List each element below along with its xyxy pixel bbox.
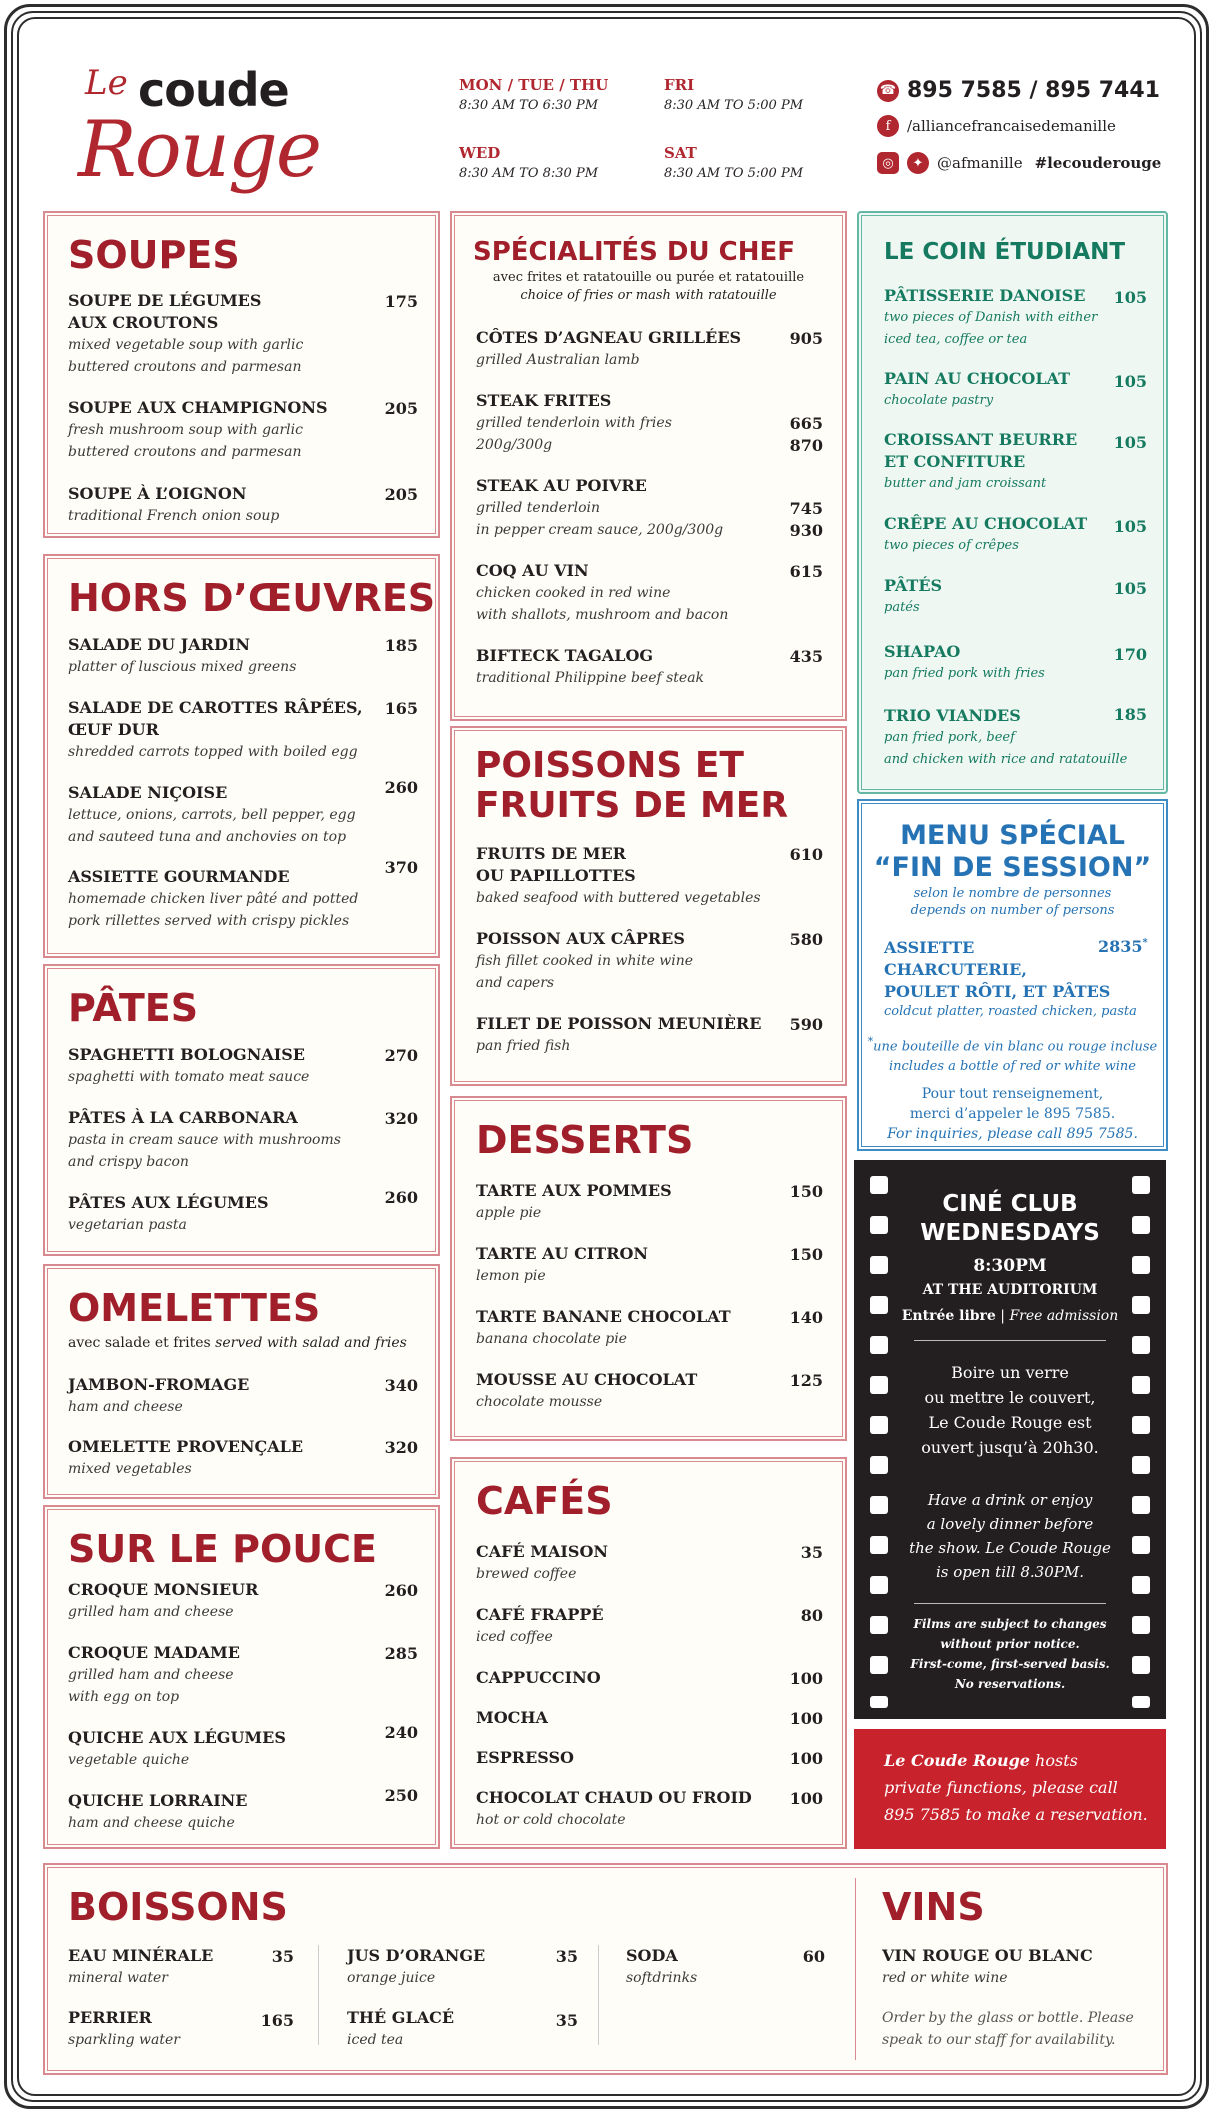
item-name: CRÊPE AU CHOCOLAT bbox=[884, 514, 1088, 533]
item-description: ham and cheese bbox=[68, 1399, 183, 1415]
menu-item bbox=[68, 1374, 249, 1418]
item-name: PERRIER bbox=[68, 2008, 152, 2027]
film-hole bbox=[870, 1216, 888, 1234]
item-name: PÂTES AUX LÉGUMES bbox=[68, 1193, 269, 1212]
item-name: PÂTÉS bbox=[884, 576, 943, 595]
cine-title: CINÉ CLUB WEDNESDAYS bbox=[920, 1191, 1100, 1246]
menu-item bbox=[68, 634, 296, 678]
item-name: VIN ROUGE OU BLANC bbox=[882, 1946, 1093, 1965]
menu-item bbox=[476, 1604, 604, 1648]
facebook-handle[interactable]: /alliancefrancaisedemanille bbox=[907, 117, 1116, 135]
item-price: 905 bbox=[789, 329, 823, 348]
menu-item bbox=[68, 1727, 286, 1771]
item-name: BIFTECK TAGALOG bbox=[476, 646, 654, 665]
special-item-name: ASSIETTE CHARCUTERIE, POULET RÔTI, ET PÂTES bbox=[884, 938, 1111, 1001]
cine-divider bbox=[914, 1603, 1106, 1604]
film-hole bbox=[1132, 1576, 1150, 1594]
item-description: and capers bbox=[476, 975, 555, 991]
menu-item bbox=[68, 397, 328, 463]
cine-admission: Entrée libre | Free admission bbox=[901, 1308, 1119, 1324]
item-price: 80 bbox=[800, 1606, 823, 1625]
special-title: MENU SPÉCIAL “FIN DE SESSION” bbox=[873, 820, 1152, 883]
film-hole bbox=[870, 1576, 888, 1594]
item-name: ASSIETTE GOURMANDE bbox=[68, 867, 290, 886]
item-description: with shallots, mushroom and bacon bbox=[476, 607, 729, 623]
menu-item bbox=[68, 483, 279, 527]
facebook-icon: f bbox=[877, 115, 899, 137]
hors-title: HORS D’ŒUVRES bbox=[68, 576, 436, 620]
film-hole bbox=[1132, 1536, 1150, 1554]
cine-french-text: Boire un verre ou mettre le couvert, Le Coude Rouge est ouvert jusqu’à 20h30. bbox=[921, 1363, 1099, 1457]
item-name: FRUITS DE MER bbox=[476, 844, 626, 863]
film-hole bbox=[870, 1496, 888, 1514]
film-hole bbox=[870, 1336, 888, 1354]
item-price: 170 bbox=[1113, 645, 1147, 664]
cine-notice: Films are subject to changes without prior notice. First-come, first-served basis. No reservations. bbox=[910, 1617, 1110, 1691]
item-description: pan fried fish bbox=[476, 1038, 571, 1054]
film-hole bbox=[1132, 1216, 1150, 1234]
film-hole bbox=[1132, 1416, 1150, 1434]
item-price: 205 bbox=[384, 485, 418, 504]
item-description: platter of luscious mixed greens bbox=[68, 659, 297, 675]
item-description: orange juice bbox=[347, 1970, 436, 1986]
film-hole bbox=[870, 1256, 888, 1274]
item-name: CROISSANT BEURRE bbox=[884, 430, 1078, 449]
special-info: Pour tout renseignement, merci d’appeler le 895 7585. For inquiries, please call 895 7585. bbox=[887, 1086, 1138, 1142]
hours-day: FRI bbox=[664, 76, 695, 94]
special-price: 2835* bbox=[1098, 937, 1148, 956]
item-description: two pieces of crêpes bbox=[884, 538, 1019, 553]
item-name: ŒUF DUR bbox=[68, 720, 159, 739]
item-name: JAMBON-FROMAGE bbox=[68, 1375, 250, 1394]
film-hole bbox=[870, 1656, 888, 1674]
menu-item bbox=[476, 475, 723, 541]
item-name: SALADE DU JARDIN bbox=[68, 635, 250, 654]
item-price: 105 bbox=[1113, 288, 1147, 307]
cafes-title: CAFÉS bbox=[476, 1479, 613, 1523]
item-name: OU PAPILLOTTES bbox=[476, 866, 636, 885]
item-name: CHOCOLAT CHAUD OU FROID bbox=[476, 1788, 752, 1807]
item-description: spaghetti with tomato meat sauce bbox=[68, 1069, 310, 1085]
item-price: 105 bbox=[1113, 579, 1147, 598]
item-name: SALADE DE CAROTTES RÂPÉES, bbox=[68, 698, 363, 717]
item-name: EAU MINÉRALE bbox=[68, 1946, 214, 1965]
hours-fri bbox=[664, 76, 803, 113]
item-name: JUS D’ORANGE bbox=[347, 1946, 486, 1965]
menu-item bbox=[476, 645, 704, 689]
item-price: 370 bbox=[384, 858, 418, 877]
item-price: 250 bbox=[384, 1786, 418, 1805]
item-name: SOUPE AUX CHAMPIGNONS bbox=[68, 398, 328, 417]
menu-item bbox=[68, 697, 363, 763]
item-description: patés bbox=[884, 600, 920, 615]
hours-mon-tue-thu bbox=[459, 76, 608, 113]
item-name: SODA bbox=[626, 1946, 678, 1965]
film-hole bbox=[1132, 1496, 1150, 1514]
item-price: 240 bbox=[384, 1723, 418, 1742]
item-description: lemon pie bbox=[476, 1268, 546, 1284]
social-handle[interactable]: @afmanille bbox=[937, 154, 1023, 172]
column-divider bbox=[318, 1945, 319, 2045]
chef-subtitle-en: choice of fries or mash with ratatouille bbox=[520, 288, 777, 303]
private-functions-text: Le Coude Rouge hosts private functions, please call 895 7585 to make a reservation. bbox=[884, 1751, 1148, 1824]
item-name: TARTE AUX POMMES bbox=[476, 1181, 672, 1200]
item-description: pan fried pork with fries bbox=[884, 666, 1045, 681]
item-description: homemade chicken liver pâté and potted bbox=[68, 891, 359, 907]
menu-item bbox=[476, 1306, 731, 1350]
item-description: fish fillet cooked in white wine bbox=[476, 953, 694, 969]
film-hole bbox=[870, 1296, 888, 1314]
film-hole bbox=[1132, 1296, 1150, 1314]
item-description: two pieces of Danish with either bbox=[884, 310, 1098, 325]
item-description: hot or cold chocolate bbox=[476, 1812, 626, 1828]
hours-time: 8:30 AM TO 5:00 PM bbox=[664, 166, 804, 181]
item-price: 205 bbox=[384, 399, 418, 418]
menu-item bbox=[884, 513, 1087, 557]
item-price: 260 bbox=[384, 1188, 418, 1207]
item-description: chocolate pastry bbox=[884, 393, 994, 408]
cine-divider bbox=[914, 1340, 1106, 1341]
item-description: mixed vegetables bbox=[68, 1461, 192, 1477]
soupes-title: SOUPES bbox=[68, 233, 240, 277]
phone-icon: ☎ bbox=[877, 80, 899, 102]
item-description: grilled ham and cheese bbox=[68, 1604, 234, 1620]
item-description: buttered croutons and parmesan bbox=[68, 359, 302, 375]
item-name: SPAGHETTI BOLOGNAISE bbox=[68, 1045, 305, 1064]
vins-divider bbox=[855, 1878, 856, 2060]
poissons-title: POISSONS ET FRUITS DE MER bbox=[475, 745, 789, 826]
item-price: 185 bbox=[1113, 705, 1147, 724]
item-description: lettuce, onions, carrots, bell pepper, egg bbox=[68, 807, 356, 823]
special-item-desc: coldcut platter, roasted chicken, pasta bbox=[884, 1004, 1137, 1019]
item-description: mineral water bbox=[68, 1970, 168, 1986]
item-description: mixed vegetable soup with garlic bbox=[68, 337, 304, 353]
twitter-icon: ✦ bbox=[907, 152, 929, 174]
menu-item bbox=[884, 429, 1077, 495]
item-name: TRIO VIANDES bbox=[884, 706, 1021, 725]
film-hole bbox=[870, 1376, 888, 1394]
item-price: 100 bbox=[789, 1669, 823, 1688]
item-description: vegetarian pasta bbox=[68, 1217, 187, 1233]
column-divider bbox=[598, 1945, 599, 2045]
chef-title: SPÉCIALITÉS DU CHEF bbox=[473, 237, 796, 267]
item-price: 165 bbox=[260, 2011, 294, 2030]
cine-club-panel bbox=[854, 1160, 1166, 1719]
item-price-alt: 930 bbox=[789, 521, 823, 540]
hours-day: MON / TUE / THU bbox=[459, 76, 609, 94]
hours-sat bbox=[664, 144, 803, 181]
item-price-alt: 870 bbox=[789, 436, 823, 455]
item-name: SALADE NIÇOISE bbox=[68, 783, 228, 802]
film-hole bbox=[870, 1176, 888, 1194]
film-hole bbox=[1132, 1696, 1150, 1708]
logo-rouge: Rouge bbox=[78, 105, 321, 195]
menu-item bbox=[68, 1790, 248, 1834]
film-hole bbox=[1132, 1616, 1150, 1634]
item-price: 270 bbox=[384, 1046, 418, 1065]
item-description: sparkling water bbox=[68, 2032, 180, 2048]
item-price: 150 bbox=[789, 1245, 823, 1264]
film-hole bbox=[1132, 1456, 1150, 1474]
menu-item bbox=[476, 327, 741, 371]
item-name: POISSON AUX CÂPRES bbox=[476, 929, 685, 948]
menu-item bbox=[68, 2007, 180, 2051]
item-price: 260 bbox=[384, 778, 418, 797]
instagram-icon: ◎ bbox=[877, 152, 899, 174]
special-note: *une bouteille de vin blanc ou rouge incluse includes a bottle of red or white wine bbox=[867, 1035, 1158, 1075]
film-hole bbox=[870, 1536, 888, 1554]
menu-item bbox=[476, 1707, 548, 1729]
menu-item bbox=[476, 1013, 761, 1057]
item-price: 745 bbox=[789, 499, 823, 518]
item-price: 100 bbox=[789, 1789, 823, 1808]
item-description: 200g/300g bbox=[476, 437, 553, 453]
item-description: pan fried pork, beef bbox=[884, 730, 1015, 745]
item-description: iced tea, coffee or tea bbox=[884, 332, 1028, 347]
item-price: 105 bbox=[1113, 517, 1147, 536]
item-description: with egg on top bbox=[68, 1689, 180, 1705]
item-price: 285 bbox=[384, 1644, 418, 1663]
item-description: pasta in cream sauce with mushrooms bbox=[68, 1132, 341, 1148]
item-price: 100 bbox=[789, 1749, 823, 1768]
pouce-title: SUR LE POUCE bbox=[68, 1527, 377, 1571]
item-description: grilled Australian lamb bbox=[476, 352, 640, 368]
item-name: QUICHE AUX LÉGUMES bbox=[68, 1728, 286, 1747]
item-description: baked seafood with buttered vegetables bbox=[476, 890, 761, 906]
film-hole bbox=[870, 1616, 888, 1634]
item-description: iced tea bbox=[347, 2032, 404, 2048]
cine-time: 8:30PM bbox=[973, 1256, 1047, 1276]
menu-item bbox=[68, 1945, 213, 1989]
item-name: CAFÉ FRAPPÉ bbox=[476, 1605, 604, 1624]
item-description: grilled tenderloin with fries bbox=[476, 415, 672, 431]
omelettes-title: OMELETTES bbox=[68, 1286, 321, 1330]
menu-item bbox=[884, 575, 942, 619]
hashtag: #lecouderouge bbox=[1034, 154, 1162, 172]
contact-facebook bbox=[877, 115, 1116, 137]
hours-day: WED bbox=[459, 144, 501, 162]
film-hole bbox=[1132, 1656, 1150, 1674]
item-description: apple pie bbox=[476, 1205, 542, 1221]
chef-subtitle-fr: avec frites et ratatouille ou purée et ratatouille bbox=[492, 270, 805, 285]
logo-le: Le bbox=[85, 63, 128, 103]
film-hole bbox=[1132, 1336, 1150, 1354]
menu-item bbox=[476, 1180, 672, 1224]
menu-item bbox=[476, 1747, 574, 1769]
special-subtitle: selon le nombre de personnes depends on number of persons bbox=[910, 886, 1115, 918]
menu-item bbox=[884, 285, 1097, 351]
item-price: 35 bbox=[271, 1947, 294, 1966]
menu-item bbox=[68, 1642, 240, 1708]
menu-item bbox=[68, 866, 358, 932]
item-description: banana chocolate pie bbox=[476, 1331, 627, 1347]
item-description: shredded carrots topped with boiled egg bbox=[68, 744, 358, 760]
item-name: SHAPAO bbox=[884, 642, 961, 661]
item-description: red or white wine bbox=[882, 1970, 1008, 1986]
item-price: 35 bbox=[555, 2011, 578, 2030]
menu-item bbox=[476, 1667, 601, 1689]
item-description: vegetable quiche bbox=[68, 1752, 190, 1768]
item-description: ham and cheese quiche bbox=[68, 1815, 235, 1831]
item-name: CROQUE MADAME bbox=[68, 1643, 240, 1662]
boissons-title: BOISSONS bbox=[68, 1885, 288, 1929]
menu-item bbox=[882, 1945, 1093, 1989]
film-hole bbox=[870, 1416, 888, 1434]
menu-item bbox=[476, 390, 672, 456]
item-description: buttered croutons and parmesan bbox=[68, 444, 302, 460]
item-description: iced coffee bbox=[476, 1629, 553, 1645]
item-name: PÂTISSERIE DANOISE bbox=[884, 286, 1086, 305]
item-name: PAIN AU CHOCOLAT bbox=[884, 369, 1071, 388]
menu-item bbox=[476, 1541, 608, 1585]
film-hole bbox=[1132, 1256, 1150, 1274]
film-hole bbox=[870, 1696, 888, 1708]
menu-item bbox=[476, 843, 761, 909]
item-name: MOUSSE AU CHOCOLAT bbox=[476, 1370, 698, 1389]
item-price: 140 bbox=[789, 1308, 823, 1327]
item-name: STEAK FRITES bbox=[476, 391, 612, 410]
menu-item bbox=[626, 1945, 697, 1989]
item-price: 665 bbox=[789, 414, 823, 433]
menu-item bbox=[68, 1107, 341, 1173]
vins-note: Order by the glass or bottle. Please speak to our staff for availability. bbox=[882, 2010, 1134, 2048]
item-name: AUX CROUTONS bbox=[68, 313, 219, 332]
hours-time: 8:30 AM TO 6:30 PM bbox=[459, 98, 599, 113]
menu-item bbox=[68, 1579, 258, 1623]
item-description: traditional French onion soup bbox=[68, 508, 280, 524]
item-price: 610 bbox=[789, 845, 823, 864]
item-price: 100 bbox=[789, 1709, 823, 1728]
item-name: PÂTES À LA CARBONARA bbox=[68, 1108, 298, 1127]
item-price: 340 bbox=[384, 1376, 418, 1395]
logo-coude: coude bbox=[138, 63, 289, 117]
item-name: FILET DE POISSON MEUNIÈRE bbox=[476, 1014, 762, 1033]
item-description: grilled ham and cheese bbox=[68, 1667, 234, 1683]
item-price: 320 bbox=[384, 1438, 418, 1457]
item-name: SOUPE DE LÉGUMES bbox=[68, 291, 262, 310]
item-price: 105 bbox=[1113, 433, 1147, 452]
menu-item bbox=[68, 290, 303, 378]
phone-number: 895 7585 / 895 7441 bbox=[907, 78, 1160, 103]
contact-phone bbox=[877, 78, 1160, 103]
item-description: fresh mushroom soup with garlic bbox=[68, 422, 303, 438]
item-price: 60 bbox=[802, 1947, 825, 1966]
item-name: THÉ GLACÉ bbox=[347, 2008, 455, 2027]
item-name: TARTE AU CITRON bbox=[476, 1244, 649, 1263]
hours-wed bbox=[459, 144, 598, 181]
item-price: 125 bbox=[789, 1371, 823, 1390]
item-description: in pepper cream sauce, 200g/300g bbox=[476, 522, 724, 538]
menu-item bbox=[884, 641, 1045, 685]
item-description: butter and jam croissant bbox=[884, 476, 1047, 491]
menu-item bbox=[476, 1369, 697, 1413]
item-name: STEAK AU POIVRE bbox=[476, 476, 647, 495]
item-description: traditional Philippine beef steak bbox=[476, 670, 705, 686]
menu-item bbox=[347, 2007, 454, 2051]
item-description: softdrinks bbox=[626, 1970, 698, 1986]
item-description: chicken cooked in red wine bbox=[476, 585, 671, 601]
menu-item bbox=[476, 1787, 752, 1831]
item-name: OMELETTE PROVENÇALE bbox=[68, 1437, 304, 1456]
item-price: 320 bbox=[384, 1109, 418, 1128]
item-name: CAFÉ MAISON bbox=[476, 1542, 608, 1561]
item-price: 105 bbox=[1113, 372, 1147, 391]
item-name: CROQUE MONSIEUR bbox=[68, 1580, 259, 1599]
private-functions-panel bbox=[854, 1729, 1166, 1849]
item-price: 435 bbox=[789, 647, 823, 666]
item-description: and sauteed tuna and anchovies on top bbox=[68, 829, 347, 845]
item-name: ET CONFITURE bbox=[884, 452, 1026, 471]
item-price: 580 bbox=[789, 930, 823, 949]
desserts-title: DESSERTS bbox=[476, 1118, 694, 1162]
item-description: and chicken with rice and ratatouille bbox=[884, 752, 1128, 767]
cine-english-text: Have a drink or enjoy a lovely dinner before the show. Le Coude Rouge is open till 8.30PM. bbox=[909, 1491, 1111, 1581]
menu-item bbox=[68, 782, 356, 848]
item-name: MOCHA bbox=[476, 1708, 548, 1727]
item-price: 165 bbox=[384, 699, 418, 718]
item-price: 260 bbox=[384, 1581, 418, 1600]
hours-day: SAT bbox=[664, 144, 697, 162]
etudiant-title: LE COIN ÉTUDIANT bbox=[884, 239, 1126, 265]
menu-item bbox=[476, 1243, 648, 1287]
contact-social bbox=[877, 152, 1161, 174]
menu-item bbox=[884, 368, 1070, 412]
item-name: COQ AU VIN bbox=[476, 561, 589, 580]
item-price: 590 bbox=[789, 1015, 823, 1034]
film-hole bbox=[870, 1456, 888, 1474]
item-description: pork rillettes served with crispy pickles bbox=[68, 913, 350, 929]
item-name: SOUPE À L’OIGNON bbox=[68, 484, 247, 503]
item-description: chocolate mousse bbox=[476, 1394, 603, 1410]
omelettes-subtitle: avec salade et frites served with salad and fries bbox=[68, 1335, 407, 1351]
item-price: 175 bbox=[384, 292, 418, 311]
logo bbox=[70, 55, 360, 205]
item-description: brewed coffee bbox=[476, 1566, 577, 1582]
menu-item bbox=[476, 560, 728, 626]
item-description: and crispy bacon bbox=[68, 1154, 189, 1170]
item-price: 150 bbox=[789, 1182, 823, 1201]
item-price: 35 bbox=[555, 1947, 578, 1966]
item-price: 185 bbox=[384, 636, 418, 655]
item-price: 35 bbox=[800, 1543, 823, 1562]
menu-item bbox=[68, 1192, 269, 1236]
film-hole bbox=[1132, 1176, 1150, 1194]
menu-item bbox=[68, 1044, 309, 1088]
menu-item bbox=[476, 928, 693, 994]
menu-item bbox=[347, 1945, 485, 1989]
item-name: CAPPUCCINO bbox=[476, 1668, 601, 1687]
hours-time: 8:30 AM TO 8:30 PM bbox=[459, 166, 599, 181]
item-name: CÔTES D’AGNEAU GRILLÉES bbox=[476, 328, 742, 347]
vins-title: VINS bbox=[882, 1885, 985, 1929]
cine-place: AT THE AUDITORIUM bbox=[922, 1282, 1098, 1298]
item-name: TARTE BANANE CHOCOLAT bbox=[476, 1307, 731, 1326]
film-hole bbox=[1132, 1376, 1150, 1394]
item-description: grilled tenderloin bbox=[476, 500, 601, 516]
item-price: 615 bbox=[789, 562, 823, 581]
menu-item bbox=[68, 1436, 303, 1480]
item-name: ESPRESSO bbox=[476, 1748, 574, 1767]
item-name: QUICHE LORRAINE bbox=[68, 1791, 248, 1810]
hours-time: 8:30 AM TO 5:00 PM bbox=[664, 98, 804, 113]
pates-title: PÂTES bbox=[68, 986, 199, 1030]
